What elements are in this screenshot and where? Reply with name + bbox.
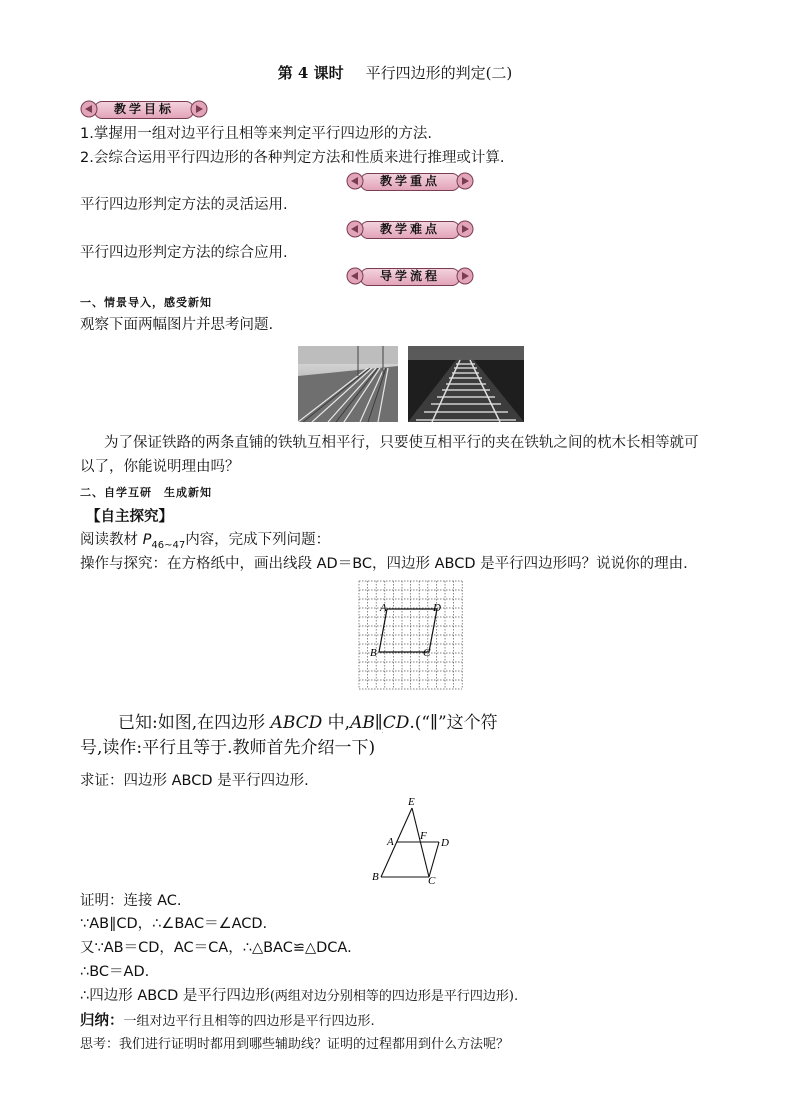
given-line-1 [118,710,498,736]
given-abcd: ABCD [270,713,323,733]
difficulty-text: 平行四边形判定方法的综合应用. [80,245,288,261]
proof-step-2: ∵AB∥CD，∴∠BAC＝∠ACD. [80,916,268,932]
given-quote-sym: ∥ [430,713,438,733]
summary [80,1012,375,1030]
given-cd: CD [382,713,410,733]
conclusion-main: ∴四边形 ABCD 是平行四边形 [80,988,270,1004]
fig-label-f: F [420,830,427,842]
proof-figure [368,794,458,886]
read-page: P [142,532,152,548]
fig-label-e: E [408,796,415,808]
proof-step-4: ∴BC＝AD. [80,964,150,980]
railway-photo-1 [298,346,398,422]
fig-label-a: A [387,836,394,848]
badge-objectives [80,100,208,118]
objective-1: 1.掌握用一组对边平行且相等来判定平行四边形的方法. [80,126,432,142]
proof-step-1: 证明：连接 AC. [80,893,182,909]
grid-figure [357,579,465,691]
key-point-text: 平行四边形判定方法的灵活运用. [80,197,288,213]
badge-difficulties-label: 教学难点 [379,222,440,236]
fig-label-b: B [372,871,379,883]
read-prefix: 阅读教材 [80,532,143,548]
read-suffix: 内容，完成下列问题： [185,532,331,548]
fig-label-c: C [428,875,436,886]
railway-photo-2 [408,346,524,422]
badge-difficulties [346,220,474,238]
think-text: 我们进行证明时都用到哪些辅助线？证明的过程都用到什么方法呢？ [119,1037,510,1052]
page-title [0,62,790,83]
summary-label: 归纳： [80,1013,124,1029]
grid-label-c: C [423,647,431,659]
section1-heading: 一、情景导入，感受新知 [80,296,212,309]
lesson-name: 平行四边形的判定(二) [365,64,513,82]
self-explore-label: 【自主探究】 [86,509,173,525]
badge-flow-label: 导学流程 [379,269,440,283]
read-instruction [80,531,330,555]
proof-step-3: 又∵AB＝CD，AC＝CA，∴△BAC≌△DCA. [80,940,352,956]
given-mid: 中, [322,713,351,733]
given-prefix: 已知:如图,在四边形 [118,713,271,733]
given-ab: AB [350,713,375,733]
given-suffix: .(“ [409,713,431,733]
grid-label-d: D [433,602,441,614]
given-sym: ∥ [374,713,383,733]
badge-key-points-label: 教学重点 [379,174,440,188]
lesson-number: 第 4 课时 [277,64,344,82]
operate-question: 操作与探究：在方格纸中，画出线段 AD＝BC，四边形 ABCD 是平行四边形吗？说说你的理由. [80,556,688,572]
fig-label-d: D [441,837,449,849]
read-page-range: 46~47 [151,539,186,551]
grid-label-b: B [370,647,377,659]
think [80,1037,509,1053]
question-line-1: 为了保证铁路的两条直铺的铁轨互相平行，只要使互相平行的夹在铁轨之间的枕木长相等就可 [104,435,699,451]
given-line-2: 号,读作:平行且等于.教师首先介绍一下) [80,738,376,758]
objective-2: 2.会综合运用平行四边形的各种判定方法和性质来进行推理或计算. [80,150,505,166]
proof-conclusion [80,987,518,1005]
given-end: ”这个符 [437,713,498,733]
badge-flow [346,267,474,285]
section1-intro: 观察下面两幅图片并思考问题. [80,317,274,333]
question-line-2: 以了，你能说明理由吗？ [80,459,240,475]
section2-heading: 二、自学互研 生成新知 [80,486,212,499]
grid-label-a: A [380,602,387,614]
summary-text: 一组对边平行且相等的四边形是平行四边形. [123,1014,375,1029]
think-label: 思考： [80,1037,120,1052]
prove-statement: 求证：四边形 ABCD 是平行四边形. [80,773,309,789]
badge-objectives-label: 教学目标 [113,102,174,116]
conclusion-reason: (两组对边分别相等的四边形是平行四边形). [269,989,519,1004]
badge-key-points [346,172,474,190]
